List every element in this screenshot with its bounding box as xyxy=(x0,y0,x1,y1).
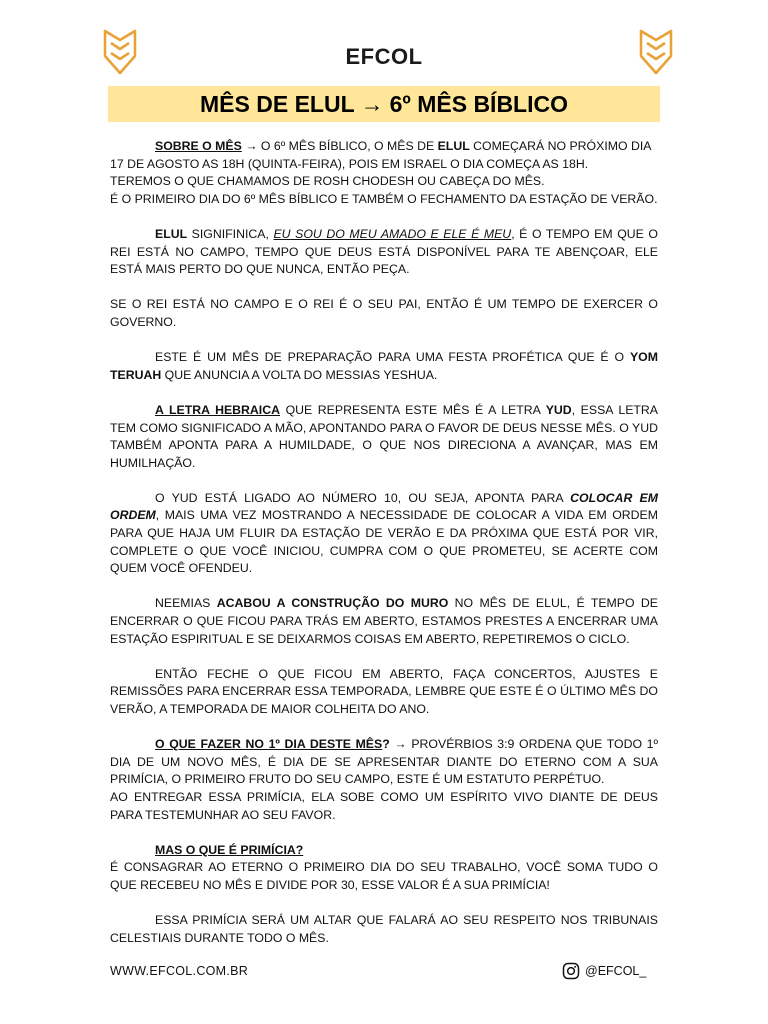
paragraph-elul-meaning: ELUL SIGNIFINICA, EU SOU DO MEU AMADO E ELE É MEU, É O TEMPO EM QUE O REI ESTÁ NO CAMPO, TEMPO QUE DEUS ESTÁ DISPONÍVEL PARA TE ABENÇOAR, ELE ESTÁ MAIS PERTO DO QUE NUNCA, ENTÃO PEÇA. xyxy=(110,226,658,277)
paragraph-altar: ESSA PRIMÍCIA SERÁ UM ALTAR QUE FALARÁ AO SEU RESPEITO NOS TRIBUNAIS CELESTIAIS DURANTE TODO O MÊS. xyxy=(110,913,658,945)
arrow-right-icon: → xyxy=(360,90,384,117)
paragraph-hebrew-letter: A LETRA HEBRAICA QUE REPRESENTA ESTE MÊS É A LETRA YUD, ESSA LETRA TEM COMO SIGNIFICADO A MÃO, APONTANDO PARA O FAVOR DE DEUS NESSE MÊS. O YUD TAMBÉM APONTA PARA A HUMILDADE, O QUE NOS DIRECIONA A AVANÇAR, MAS EM HUMILHAÇÃO. xyxy=(110,402,659,470)
brand-name: EFCOL xyxy=(345,44,423,69)
arrow-right-icon: → xyxy=(245,139,258,153)
instagram-handle-text: @EFCOL_ xyxy=(585,964,647,978)
paragraph-first-day: O QUE FAZER NO 1º DIA DESTE MÊS? → PROVÉRBIOS 3:9 ORDENA QUE TODO 1º DIA DE UM NOVO MÊS, É DIA DE SE APRESENTAR DIANTE DO ETERNO COM A SUA PRIMÍCIA, O PRIMEIRO FRUTO DO SEU CAMPO, ESTE É UM ESTATUTO PERPÉTUO. AO ENTREGAR ESSA PRIMÍCIA, ELA SOBE COMO UM ESPÍRITO VIVO DIANTE DE DEUS PARA TESTEMUNHAR AO SEU FAVOR. xyxy=(110,737,658,822)
section-label: O QUE FAZER NO 1º DIA DESTE MÊS xyxy=(155,737,383,752)
title-right: 6º MÊS BÍBLICO xyxy=(389,90,568,117)
paragraph-about-month: SOBRE O MÊS → O 6º MÊS BÍBLICO, O MÊS DE ELUL COMEÇARÁ NO PRÓXIMO DIA 17 DE AGOSTO AS 18H (QUINTA-FEIRA), POIS EM ISRAEL O DIA COMEÇA AS 18H. TEREMOS O QUE CHAMAMOS DE ROSH CHODESH OU CABEÇA DO MÊS. É O PRIMEIRO DIA DO 6º MÊS BÍBLICO E TAMBÉM O FECHAMENTO DA ESTAÇÃO DE VERÃO. xyxy=(110,139,658,206)
instagram-icon xyxy=(562,962,580,980)
section-label: MAS O QUE É PRIMÍCIA? xyxy=(155,842,304,857)
paragraph-preparation: ESTE É UM MÊS DE PREPARAÇÃO PARA UMA FESTA PROFÉTICA QUE É O YOM TERUAH QUE ANUNCIA A VOLTA DO MESSIAS YESHUA. xyxy=(110,350,658,382)
document-body xyxy=(110,138,658,965)
paragraph-firstfruit: MAS O QUE É PRIMÍCIA? É CONSAGRAR AO ETERNO O PRIMEIRO DIA DO SEU TRABALHO, VOCÊ SOMA TUDO O QUE RECEBEU NO MÊS E DIVIDE POR 30, ESSE VALOR É A SUA PRIMÍCIA! xyxy=(110,842,658,892)
title-left: MÊS DE ELUL xyxy=(200,90,355,117)
arrow-right-icon: → xyxy=(394,737,407,752)
website-link[interactable]: WWW.EFCOL.COM.BR xyxy=(110,964,249,978)
paragraph-king: SE O REI ESTÁ NO CAMPO E O REI É O SEU PAI, ENTÃO É UM TEMPO DE EXERCER O GOVERNO. xyxy=(110,297,658,329)
paragraph-close-open: ENTÃO FECHE O QUE FICOU EM ABERTO, FAÇA CONCERTOS, AJUSTES E REMISSÕES PARA ENCERRAR ESSA TEMPORADA, LEMBRE QUE ESTE É O ÚLTIMO MÊS DO VERÃO, A TEMPORADA DE MAIOR COLHEITA DO ANO. xyxy=(110,666,658,716)
page-title xyxy=(108,86,660,122)
section-label: SOBRE O MÊS xyxy=(155,139,242,153)
paragraph-nehemiah: NEEMIAS ACABOU A CONSTRUÇÃO DO MURO NO MÊS DE ELUL, É TEMPO DE ENCERRAR O QUE FICOU PARA TRÁS EM ABERTO, ESTAMOS PRESTES A ENCERRAR UMA ESTAÇÃO ESPIRITUAL E SE DEIXARMOS COISAS EM ABERTO, REPETIREMOS O CICLO. xyxy=(110,596,658,646)
instagram-handle[interactable] xyxy=(562,962,646,980)
paragraph-yud-number: O YUD ESTÁ LIGADO AO NÚMERO 10, OU SEJA, APONTA PARA COLOCAR EM ORDEM, MAIS UMA VEZ MOSTRANDO A NECESSIDADE DE COLOCAR A VIDA EM ORDEM PARA QUE HAJA UM FLUIR DA ESTAÇÃO DE VERÃO E DA PRÓXIMA QUE ESTÁ POR VIR, COMPLETE O QUE VOCÊ INICIOU, CUMPRA COM O QUE PROMETEU, SE ACERTE COM QUEM VOCÊ OFENDEU. xyxy=(110,490,659,576)
section-label: A LETRA HEBRAICA xyxy=(155,402,280,417)
